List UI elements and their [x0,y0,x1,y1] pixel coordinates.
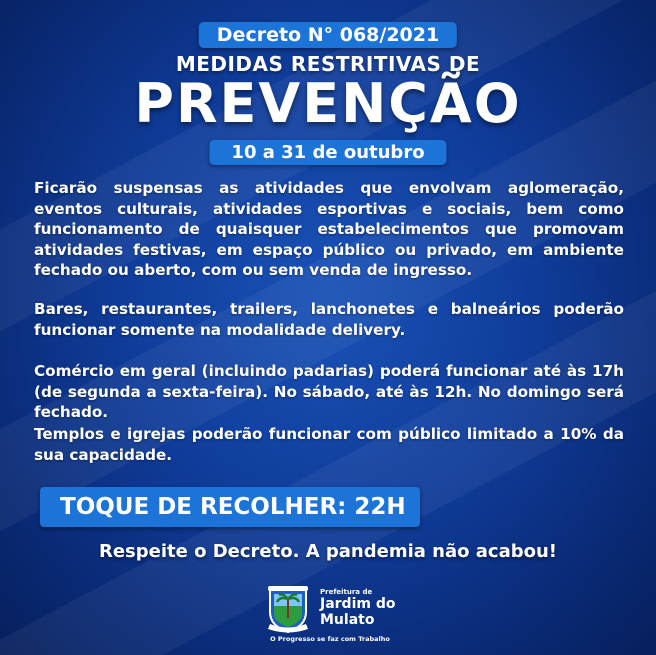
logo-prefix: Prefeitura de [320,588,373,596]
municipal-crest-icon [266,584,310,634]
logo-name-line2: Mulato [320,612,375,628]
measure-paragraph-churches: Templos e igrejas poderão funcionar com público limitado a 10% da sua capacidade. [34,425,624,464]
measure-paragraph-bars: Bares, restaurantes, trailers, lanchonetes e balneários poderão funcionar somente na modalidade delivery. [34,300,624,339]
logo-motto: O Progresso se faz com Trabalho [270,635,390,643]
measure-paragraph-commerce: Comércio em geral (incluindo padarias) poderá funcionar até às 17h (de segunda a sexta-feira). No sábado, até às 12h. No domingo será fechado. [34,362,624,421]
slogan: Respeite o Decreto. A pandemia não acabou! [98,541,558,562]
period-badge: 10 a 31 de outubro [209,140,446,165]
curfew-banner: TOQUE DE RECOLHER: 22H [40,487,420,527]
logo-name-line1: Jardim do [320,596,396,612]
municipality-logo [262,584,412,650]
poster-headline: PREVENÇÃO [134,72,522,135]
measure-paragraph-events: Ficarão suspensas as atividades que envolvam aglomeração, eventos culturais, atividades esportivas e sociais, bem como funcionamento de quaisquer estabelecimentos que promovam atividades festivas, em espaço público ou privado, em ambiente fechado ou aberto, com ou sem venda de ingresso. [34,179,624,279]
decree-number-badge: Decreto N° 068/2021 [199,22,457,48]
poster-subtitle: MEDIDAS RESTRITIVAS DE [175,52,481,76]
